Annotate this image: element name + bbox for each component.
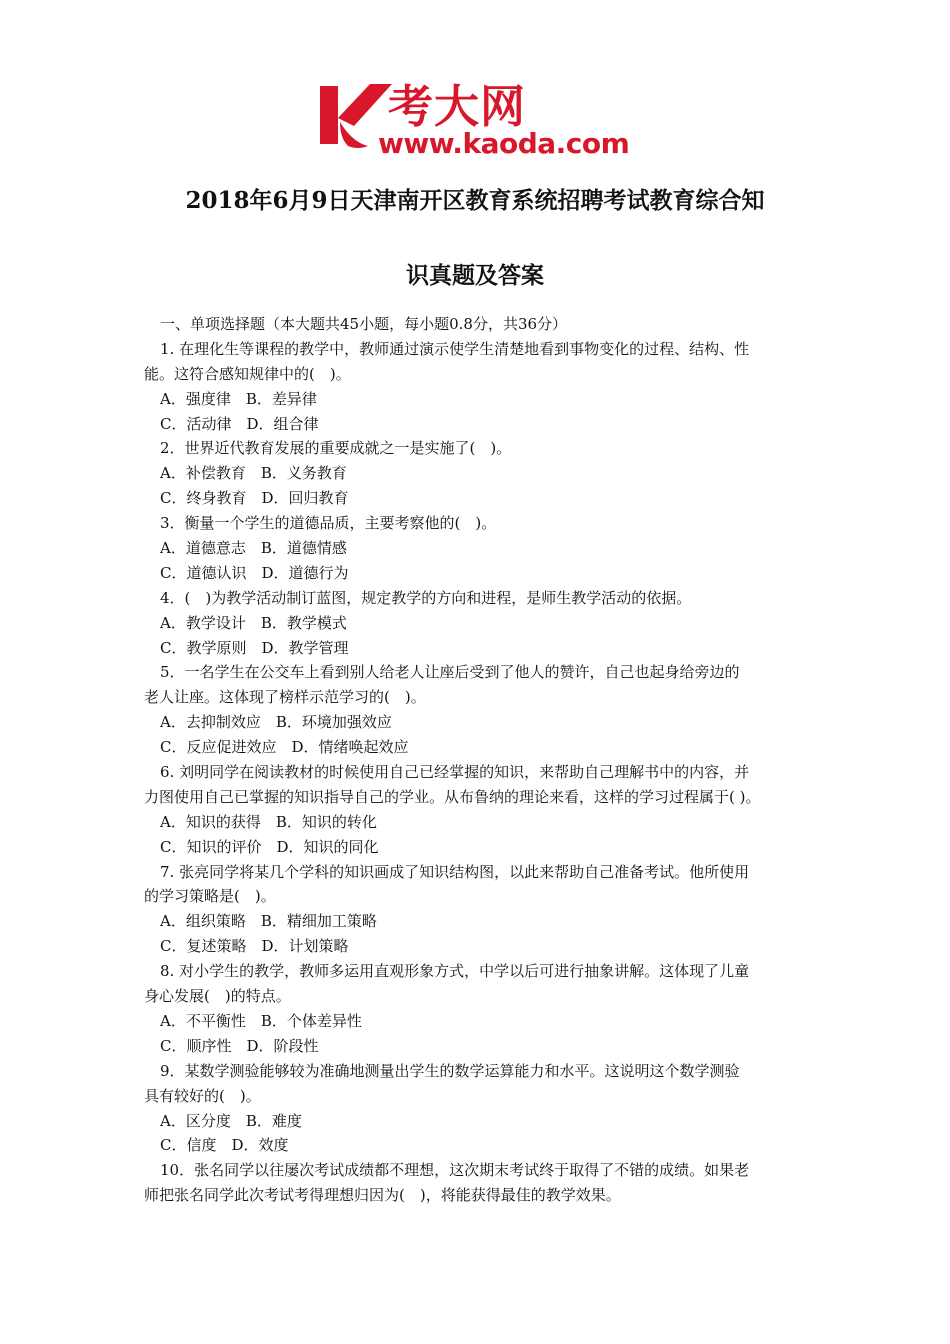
text-line: A．教学设计 B．教学模式	[160, 613, 347, 632]
page-title-line-1: 2018年6月9日天津南开区教育系统招聘考试教育综合知	[185, 187, 765, 214]
text-line: A．去抑制效应 B．环境加强效应	[160, 713, 392, 732]
text-line: 4．( )为教学活动制订蓝图，规定教学的方向和进程，是师生教学活动的依据。	[160, 588, 692, 607]
text-line: C．顺序性 D．阶段性	[160, 1036, 319, 1055]
text-line: A．补偿教育 B．义务教育	[160, 464, 347, 483]
text-line: 2．世界近代教育发展的重要成就之一是实施了( )。	[160, 439, 512, 458]
text-line: C．教学原则 D．教学管理	[160, 638, 349, 657]
text-line: 老人让座。这体现了榜样示范学习的( )。	[144, 688, 426, 707]
text-line: 一、单项选择题（本大题共45小题，每小题0.8分，共36分）	[160, 315, 568, 333]
text-line: A．知识的获得 B．知识的转化	[160, 812, 377, 831]
text-line: 9．某数学测验能够较为准确地测量出学生的数学运算能力和水平。这说明这个数学测验	[160, 1061, 740, 1080]
text-line: C．终身教育 D．回归教育	[160, 489, 349, 508]
document-body	[144, 312, 816, 1208]
text-line: 具有较好的( )。	[144, 1086, 261, 1105]
text-line: A．不平衡性 B．个体差异性	[160, 1011, 362, 1030]
text-line: 6. 刘明同学在阅读教材的时候使用自己已经掌握的知识，来帮助自己理解书中的内容，并	[160, 763, 750, 782]
kaoda-logo	[318, 82, 638, 162]
text-line: C．道德认识 D．道德行为	[160, 563, 349, 582]
text-line: 的学习策略是( )。	[144, 887, 276, 906]
text-line: A．组织策略 B．精细加工策略	[160, 912, 377, 931]
text-line: C．反应促进效应 D．情绪唤起效应	[160, 738, 409, 757]
text-line: 5．一名学生在公交车上看到别人给老人让座后受到了他人的赞许，自己也起身给旁边的	[160, 663, 740, 682]
logo-url: www.kaoda.com	[378, 127, 630, 160]
text-line: 10．张名同学以往屡次考试成绩都不理想，这次期末考试终于取得了不错的成绩。如果老	[160, 1161, 750, 1180]
text-line: C．活动律 D．组合律	[160, 414, 319, 433]
text-line: 力图使用自己已掌握的知识指导自己的学业。从布鲁纳的理论来看，这样的学习过程属于( )。	[144, 787, 761, 806]
text-line: 1. 在理化生等课程的教学中，教师通过演示使学生清楚地看到事物变化的过程、结构、性	[160, 339, 750, 358]
text-line: 身心发展( )的特点。	[144, 987, 291, 1006]
text-line: 3．衡量一个学生的道德品质，主要考察他的( )。	[160, 514, 497, 533]
text-line: 7. 张亮同学将某几个学科的知识画成了知识结构图，以此来帮助自己准备考试。他所使用	[160, 862, 750, 881]
text-line: 能。这符合感知规律中的( )。	[144, 364, 351, 383]
text-line: 8. 对小学生的教学，教师多运用直观形象方式，中学以后可进行抽象讲解。这体现了儿童	[160, 962, 750, 981]
text-line: A．强度律 B．差异律	[160, 389, 317, 408]
text-line: C．信度 D．效度	[160, 1136, 289, 1155]
text-line: A．道德意志 B．道德情感	[160, 539, 347, 558]
logo-name: 考大网	[388, 80, 527, 133]
text-line: C．知识的评价 D．知识的同化	[160, 837, 379, 856]
text-line: A．区分度 B．难度	[160, 1111, 302, 1130]
text-line: C．复述策略 D．计划策略	[160, 937, 349, 956]
text-line: 师把张名同学此次考试考得理想归因为( )，将能获得最佳的教学效果。	[144, 1186, 621, 1205]
page-title-line-2: 识真题及答案	[406, 262, 544, 289]
